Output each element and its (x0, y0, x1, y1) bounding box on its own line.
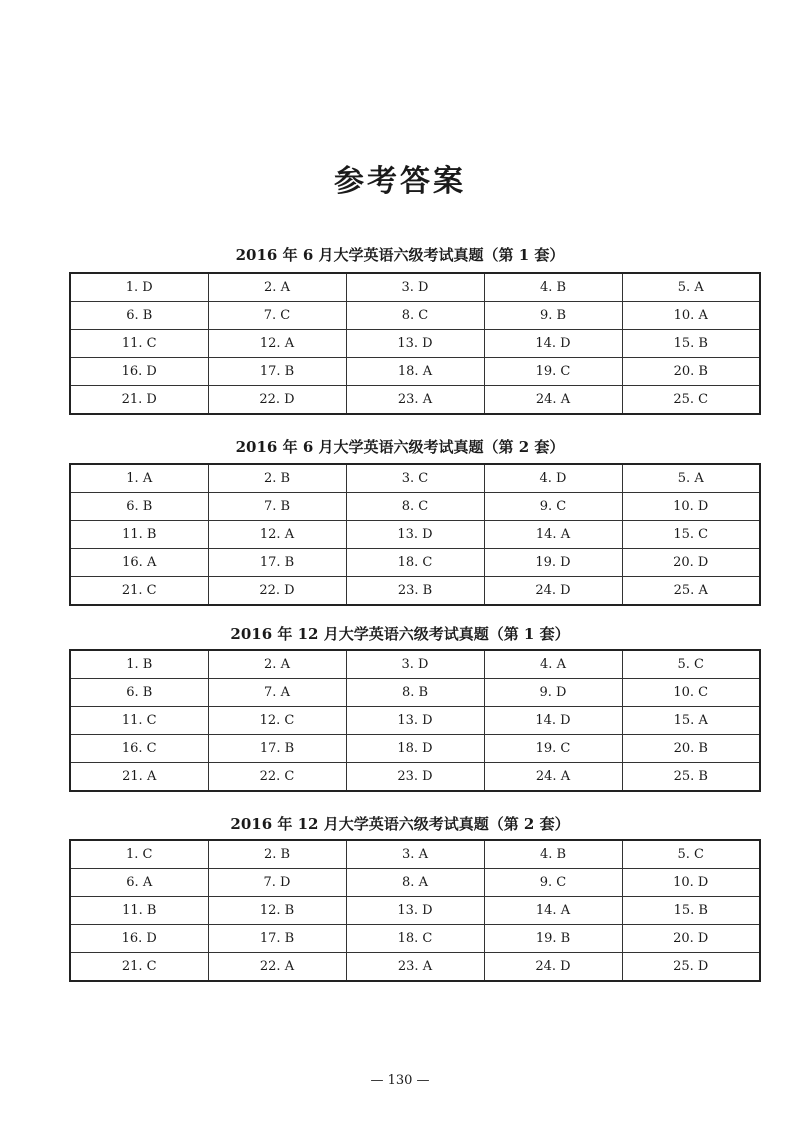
answer-cell: 22. D (208, 577, 346, 606)
answer-cell: 24. D (484, 577, 622, 606)
answer-cell: 25. A (622, 577, 760, 606)
answer-cell: 1. A (70, 464, 208, 493)
answer-cell: 10. D (622, 869, 760, 897)
section-title-3: 2016 年 12 月大学英语六级考试真题（第 1 套） (230, 625, 570, 643)
answer-cell: 11. B (70, 897, 208, 925)
table-row (70, 273, 760, 302)
table-row (70, 869, 760, 897)
answer-cell: 24. A (484, 386, 622, 415)
answer-cell: 10. A (622, 302, 760, 330)
answer-cell: 16. C (70, 735, 208, 763)
table-row (70, 763, 760, 792)
answer-cell: 13. D (346, 330, 484, 358)
answer-cell: 4. B (484, 273, 622, 302)
answer-cell: 6. B (70, 493, 208, 521)
answer-cell: 17. B (208, 549, 346, 577)
answer-cell: 17. B (208, 358, 346, 386)
answer-cell: 19. C (484, 358, 622, 386)
answer-cell: 4. A (484, 650, 622, 679)
page-title: 参考答案 (334, 164, 466, 199)
answer-cell: 23. D (346, 763, 484, 792)
answer-cell: 18. C (346, 549, 484, 577)
answer-cell: 12. A (208, 330, 346, 358)
answer-cell: 19. B (484, 925, 622, 953)
answer-cell: 2. B (208, 464, 346, 493)
answer-cell: 2. A (208, 650, 346, 679)
answer-cell: 6. B (70, 302, 208, 330)
answer-cell: 3. D (346, 650, 484, 679)
answer-cell: 5. C (622, 840, 760, 869)
table-row (70, 735, 760, 763)
answer-cell: 18. C (346, 925, 484, 953)
table-row (70, 386, 760, 415)
answer-cell: 15. C (622, 521, 760, 549)
answer-cell: 21. C (70, 577, 208, 606)
answer-cell: 9. D (484, 679, 622, 707)
answer-cell: 12. B (208, 897, 346, 925)
answer-cell: 19. C (484, 735, 622, 763)
answer-cell: 14. D (484, 707, 622, 735)
answer-cell: 19. D (484, 549, 622, 577)
table-row (70, 330, 760, 358)
answer-table-1 (69, 272, 761, 415)
answer-cell: 10. C (622, 679, 760, 707)
table-row (70, 493, 760, 521)
answer-cell: 7. A (208, 679, 346, 707)
table-row (70, 925, 760, 953)
answer-cell: 13. D (346, 897, 484, 925)
answer-cell: 3. D (346, 273, 484, 302)
answer-cell: 1. C (70, 840, 208, 869)
answer-cell: 21. C (70, 953, 208, 982)
table-row (70, 897, 760, 925)
answer-cell: 15. B (622, 330, 760, 358)
answer-cell: 6. A (70, 869, 208, 897)
table-row (70, 464, 760, 493)
answer-cell: 4. D (484, 464, 622, 493)
answer-cell: 5. C (622, 650, 760, 679)
table-row (70, 953, 760, 982)
answer-cell: 25. D (622, 953, 760, 982)
answer-cell: 22. A (208, 953, 346, 982)
answer-cell: 12. A (208, 521, 346, 549)
answer-cell: 16. A (70, 549, 208, 577)
answer-cell: 3. C (346, 464, 484, 493)
table-row (70, 707, 760, 735)
answer-cell: 25. B (622, 763, 760, 792)
answer-cell: 2. A (208, 273, 346, 302)
section-title-1: 2016 年 6 月大学英语六级考试真题（第 1 套） (235, 246, 565, 264)
table-row (70, 577, 760, 606)
answer-cell: 7. D (208, 869, 346, 897)
answer-cell: 15. A (622, 707, 760, 735)
table-row (70, 840, 760, 869)
answer-cell: 13. D (346, 521, 484, 549)
answer-cell: 7. C (208, 302, 346, 330)
answer-cell: 12. C (208, 707, 346, 735)
answer-cell: 11. C (70, 330, 208, 358)
answer-cell: 16. D (70, 358, 208, 386)
answer-cell: 11. C (70, 707, 208, 735)
answer-cell: 8. A (346, 869, 484, 897)
answer-cell: 22. C (208, 763, 346, 792)
answer-cell: 20. D (622, 549, 760, 577)
answer-table-2 (69, 463, 761, 606)
table-row (70, 358, 760, 386)
section-title-2: 2016 年 6 月大学英语六级考试真题（第 2 套） (235, 438, 565, 456)
answer-table-4 (69, 839, 761, 982)
table-row (70, 679, 760, 707)
table-row (70, 650, 760, 679)
answer-cell: 10. D (622, 493, 760, 521)
answer-table-3 (69, 649, 761, 792)
answer-cell: 23. B (346, 577, 484, 606)
answer-cell: 25. C (622, 386, 760, 415)
section-title-4: 2016 年 12 月大学英语六级考试真题（第 2 套） (230, 815, 570, 833)
page-number: — 130 — (370, 1073, 430, 1088)
table-row (70, 549, 760, 577)
answer-cell: 3. A (346, 840, 484, 869)
answer-cell: 8. C (346, 302, 484, 330)
answer-cell: 17. B (208, 925, 346, 953)
answer-cell: 8. C (346, 493, 484, 521)
answer-cell: 18. A (346, 358, 484, 386)
answer-cell: 1. D (70, 273, 208, 302)
answer-cell: 21. D (70, 386, 208, 415)
answer-cell: 24. D (484, 953, 622, 982)
answer-cell: 20. B (622, 358, 760, 386)
answer-cell: 5. A (622, 273, 760, 302)
answer-cell: 8. B (346, 679, 484, 707)
answer-cell: 6. B (70, 679, 208, 707)
answer-cell: 11. B (70, 521, 208, 549)
answer-cell: 2. B (208, 840, 346, 869)
answer-cell: 5. A (622, 464, 760, 493)
answer-cell: 9. B (484, 302, 622, 330)
answer-cell: 21. A (70, 763, 208, 792)
answer-cell: 16. D (70, 925, 208, 953)
answer-cell: 20. D (622, 925, 760, 953)
answer-cell: 4. B (484, 840, 622, 869)
answer-cell: 14. A (484, 521, 622, 549)
table-row (70, 521, 760, 549)
answer-cell: 20. B (622, 735, 760, 763)
answer-cell: 22. D (208, 386, 346, 415)
answer-cell: 23. A (346, 386, 484, 415)
answer-cell: 7. B (208, 493, 346, 521)
table-row (70, 302, 760, 330)
answer-cell: 23. A (346, 953, 484, 982)
answer-cell: 18. D (346, 735, 484, 763)
answer-cell: 14. D (484, 330, 622, 358)
answer-cell: 14. A (484, 897, 622, 925)
answer-cell: 15. B (622, 897, 760, 925)
answer-cell: 9. C (484, 493, 622, 521)
answer-cell: 9. C (484, 869, 622, 897)
answer-cell: 13. D (346, 707, 484, 735)
answer-cell: 17. B (208, 735, 346, 763)
answer-cell: 24. A (484, 763, 622, 792)
answer-cell: 1. B (70, 650, 208, 679)
